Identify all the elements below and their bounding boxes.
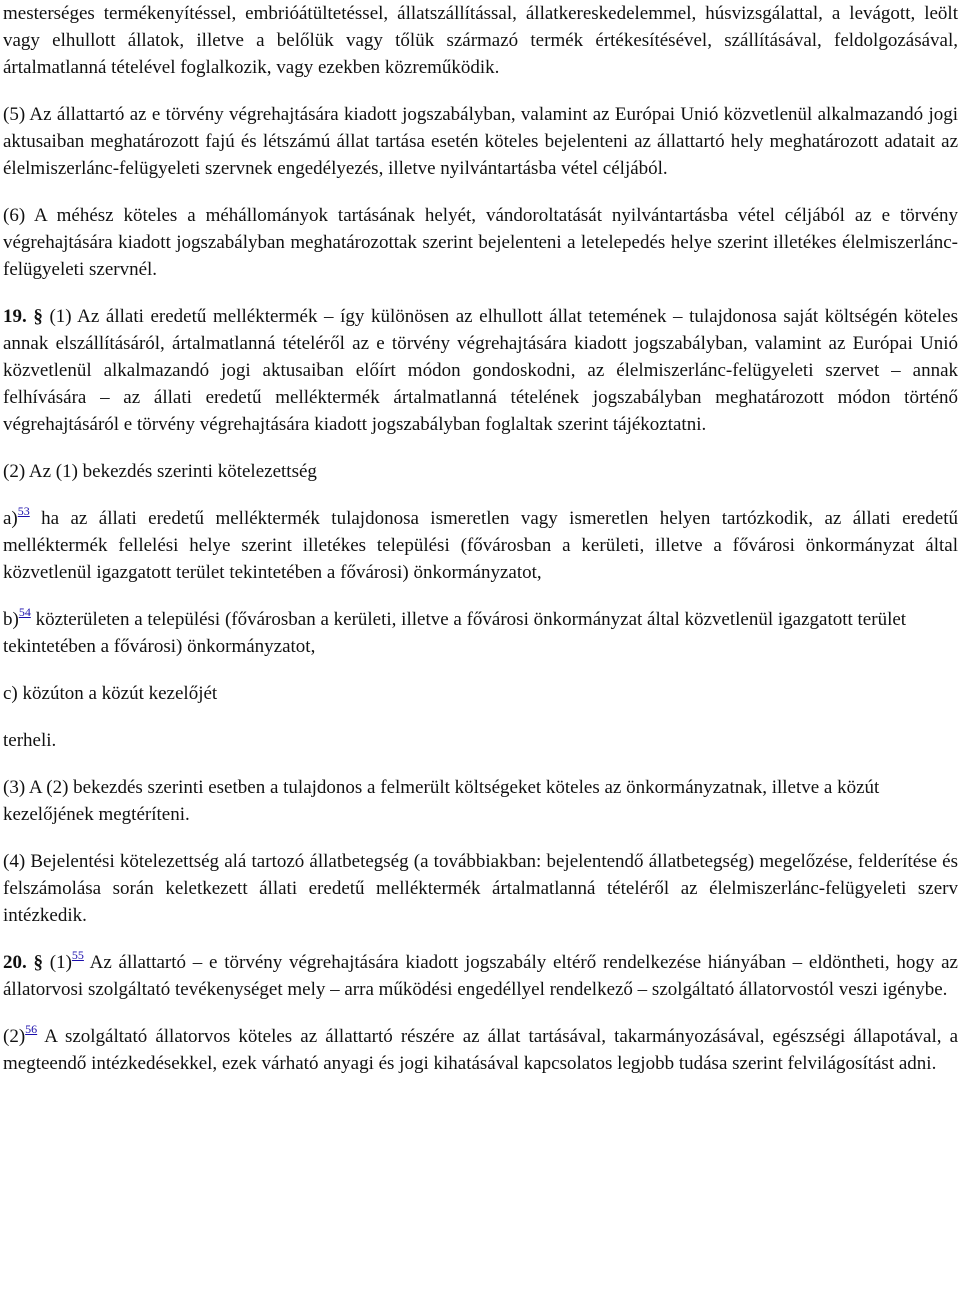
point-a-text: ha az állati eredetű melléktermék tulajdonosa ismeretlen vagy ismeretlen helyen tartózkodik, az állati eredetű melléktermék fellelési helye szerint illetékes települési (fővárosban a kerületi, illetve a fővárosi önkormányzat által közvetlenül igazgatott terület tekintetében a fővárosi) önkormányzatot, <box>3 508 958 583</box>
section-19-point-c: c) közúton a közút kezelőjét <box>3 683 218 704</box>
footnote-link-54[interactable]: 54 <box>18 605 31 619</box>
point-a-label: a) <box>3 508 18 529</box>
section-19-number: 19. § <box>3 306 43 327</box>
paragraph-6: (6) A méhész köteles a méhállományok tartásának helyét, vándoroltatását nyilvántartásba vétel céljából az e törvény végrehajtására kiadott jogszabályban meghatározottak szerint bejelenteni a letelepedés helye szerint illetékes élelmiszerlánc-felügyeleti szervnél. <box>3 205 958 280</box>
point-b-label: b) <box>3 609 19 630</box>
section-20-paragraph-2 <box>3 1023 958 1077</box>
section-19-point-b <box>3 606 958 660</box>
footnote-link-56[interactable]: 56 <box>25 1022 38 1036</box>
section-20-p2-label: (2) <box>3 1026 26 1047</box>
section-19-terheli: terheli. <box>3 730 57 751</box>
section-20-p1-label: (1) <box>43 952 72 973</box>
point-b-text: közterületen a települési (fővárosban a kerületi, illetve a fővárosi önkormányzat által közvetlenül igazgatott terület tekintetében a fővárosi) önkormányzatot, <box>3 609 907 657</box>
section-20-p1-text: Az állattartó – e törvény végrehajtására kiadott jogszabály eltérő rendelkezése hiányában – eldöntheti, hogy az állatorvosi szolgáltató tevékenységet mely – arra működési engedéllyel rendelkező – szolgáltató állatorvostól veszi igénybe. <box>3 952 958 1000</box>
footnote-link-55[interactable]: 55 <box>71 948 84 962</box>
section-19-point-a <box>3 505 958 586</box>
section-19-paragraph-4: (4) Bejelentési kötelezettség alá tartozó állatbetegség (a továbbiakban: bejelentendő állatbetegség) megelőzése, felderítése és felszámolása során keletkezett állati eredetű melléktermék ártalmatlanná tételéről az élelmiszerlánc-felügyeleti szerv intézkedik. <box>3 851 958 926</box>
section-20-paragraph-1 <box>3 949 958 1003</box>
section-20-p2-text: A szolgáltató állatorvos köteles az állattartó részére az állat tartásával, takarmányozásával, egészségi állapotával, a megteendő intézkedésekkel, ezek várható anyagi és jogi kihatásával kapcsolatos legjobb tudása szerint felvilágosítást adni. <box>3 1026 958 1074</box>
footnote-link-53[interactable]: 53 <box>17 504 30 518</box>
section-19-p1-text: (1) Az állati eredetű melléktermék – így különösen az elhullott állat tetemének – tulajdonosa saját költségén köteles annak elszállításáról, ártalmatlanná tételéről az e törvény végrehajtására kiadott jogszabályban, valamint az Európai Unió közvetlenül alkalmazandó jogi aktusaiban előírt módon gondoskodni, az élelmiszerlánc-felügyeleti szervet – annak felhívására – az állati eredetű melléktermék ártalmatlanná tételének jogszabályban meghatározott módon történő végrehajtásáról e törvény végrehajtására kiadott jogszabályban foglaltak szerint tájékoztatni. <box>3 306 958 435</box>
section-19-paragraph-1 <box>3 303 958 438</box>
section-19-paragraph-3: (3) A (2) bekezdés szerinti esetben a tulajdonos a felmerült költségeket köteles az önkormányzatnak, illetve a közút kezelőjének megtéríteni. <box>3 777 880 825</box>
section-19-paragraph-2: (2) Az (1) bekezdés szerinti kötelezettség <box>3 461 317 482</box>
paragraph-5: (5) Az állattartó az e törvény végrehajtására kiadott jogszabályban, valamint az Európai Unió közvetlenül alkalmazandó jogi aktusaiban meghatározott fajú és létszámú állat tartása esetén köteles bejelenteni az állattartó hely meghatározott adatait az élelmiszerlánc-felügyeleti szervnek engedélyezés, illetve nyilvántartásba vétel céljából. <box>3 104 958 179</box>
section-20-number: 20. § <box>3 952 43 973</box>
intro-paragraph: mesterséges termékenyítéssel, embrióátültetéssel, állatszállítással, állatkereskedelemmel, húsvizsgálattal, a levágott, leölt vagy elhullott állatok, illetve a belőlük vagy tőlük származó termék értékesítésével, szállításával, feldolgozásával, ártalmatlanná tételével foglalkozik, vagy ezekben közreműködik. <box>3 3 958 78</box>
